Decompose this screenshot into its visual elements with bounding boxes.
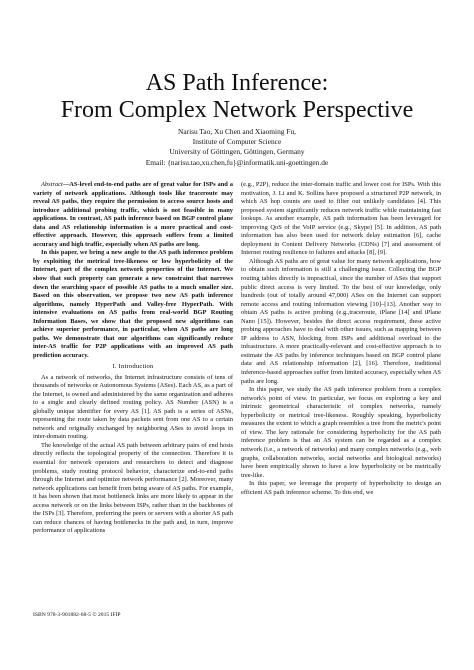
isbn-footer: ISBN 978-3-901882-68-5 © 2015 IFIP xyxy=(33,612,121,618)
abstract-paragraph-2: In this paper, we bring a new angle to the AS path inference problem by exploiting the metrical tree-likeness or low hyperbolicity of the Internet, part of the complex network properties of the Internet. We show that such property can generate a new constraint that narrows down the searching space of possible AS paths to a much smaller size. Based on this observation, we propose two new AS path inference algorithms, namely HyperPath and Valley-free HyperPath. With intensive evaluations on AS paths from real-world BGP Routing Information Bases, we show that the proposed new algorithms can achieve superior performance, in particular, when AS paths are long paths. We demonstrate that our algorithms can significantly reduce inter-AS traffic for P2P applications with an improved AS path prediction accuracy. xyxy=(33,249,233,359)
author-block xyxy=(0,127,474,168)
intro-paragraph-1: As a network of networks, the Internet infrastructure consists of tens of thousands of networks or Autonomous Systems (ASes). Each AS, as a part of the Internet, is owned and administered by the same organization and adheres to a single and clearly defined routing policy. AS Number (ASN) is a globally unique identifier for every AS [1]. AS path is a series of ASNs, representing the route taken by data packets sent from one AS to a certain network and originally exchanged by neighboring ASes to avoid loops in inter-domain routing. xyxy=(33,373,233,441)
title-line-1: AS Path Inference: xyxy=(145,70,329,96)
abstract-label: Abstract xyxy=(41,181,63,188)
author-university: University of Göttingen, Göttingen, Germany xyxy=(169,147,305,157)
right-paragraph-4: In this paper, we leverage the property of hyperbolicity to design an efficient AS path inference scheme. To this end, we xyxy=(241,480,441,496)
right-column xyxy=(241,181,441,497)
right-paragraph-1: (e.g., P2P), reduce the inter-domain traffic and lower cost for ISPs. With this motivation, J. Li and K. Sollins have proposed a structured P2P network, in which AS hop counts are used to filter out unlikely candidates [4]. This proposed system significantly reduces network traffic while maintaining fast lookups. As another example, AS path information has been leveraged for improving QoS of the VoIP service (e.g., Skype) [5]. In addition, AS path information has also been used for network delay estimation [6], cache deployment in Content Delivery Networks (CDNs) [7] and assessment of Internet routing resilience to failures and attacks [8], [9]. xyxy=(241,181,441,257)
paper-title xyxy=(0,70,474,124)
abstract-text: —AS-level end-to-end paths are of great value for ISPs and a variety of network applications. Although tools like traceroute may reveal AS paths, they require the permission to access source hosts and introduce additional probing traffic, which is not feasible in many applications. In contrast, AS path inference based on BGP control plane data and AS relationship information is a more practical and cost-effective approach. However, this approach suffers from a limited accuracy and high traffic, especially when AS paths are long. xyxy=(33,181,233,248)
abstract-paragraph xyxy=(33,181,233,249)
author-names: Narisu Tao, Xu Chen and Xiaoming Fu, xyxy=(178,127,296,136)
left-column xyxy=(33,181,233,536)
right-paragraph-3: In this paper, we study the AS path inference problem from a complex network's point of view. In particular, we focus on exploring a key and intrinsic geometrical characteristic of complex networks, namely hyperbolicity or metrical tree-likeness. Roughly speaking, hyperbolicity measures the extent to which a graph resembles a tree from the metric's point of view. The key rationale for considering hyperbolicity for the AS path inference problem is that an AS system can be regarded as a complex network (i.e., a network of networks) and many complex networks (e.g., web graphs, collaboration networks, social networks and biological networks) have been empirically shown to have a low hyperbolicity or be metrically tree-like. xyxy=(241,386,441,479)
title-line-2: From Complex Network Perspective xyxy=(60,97,414,123)
author-email: Email: {narisu.tao,xu.chen,fu}@informatik.uni-goettingen.de xyxy=(145,157,329,167)
author-institute: Institute of Computer Science xyxy=(192,137,282,147)
section-heading-introduction: I. Introduction xyxy=(112,362,154,370)
intro-paragraph-2: The knowledge of the actual AS path between arbitrary pairs of end hosts directly reflects the topological property of the connection. Therefore it is essential for network operators and researchers to detect and diagnose problems, study routing protocol behavior, characterize end-to-end paths through the Internet and optimize network performance [2]. Moreover, many network applications can benefit from being aware of AS paths. For example, it has been shown that most bottleneck links are more likely to appear in the access network or on the links between ISPs, rather than in the backbones of the ISPs [3]. Therefore, preferring the peers or servers with a shorter AS path can reduce chances of having bottlenecks in the path and, in turn, improve performance of applications xyxy=(33,441,233,535)
right-paragraph-2: Although AS paths are of great value for many network applications, how to obtain such information is still a challenging issue. Collecting the BGP routing tables directly is impractical, since the number of ASes that support public direct access is very limited. To the best of our knowledge, only hundreds (out of totally around 47,000) ASes on the Internet can support remote access and routing information viewing [10]–[13]. Another way to obtain AS paths is active probing (e.g.,traceroute, iPlane [14] and iPlane Nano [15]). However, besides the direct access requirement, these active probing approaches have to deal with other issues, such as mapping between IP address to ASN, blocking from ISPs and additional overload to the infrastructure. A more practically-relevant and cost-effective approach is to estimate the AS paths by inference techniques based on BGP control plane data and AS relationship information [2], [16]. Therefore, traditional inference-based approaches suffer from limited accuracy, especially when AS paths are long. xyxy=(241,257,441,385)
